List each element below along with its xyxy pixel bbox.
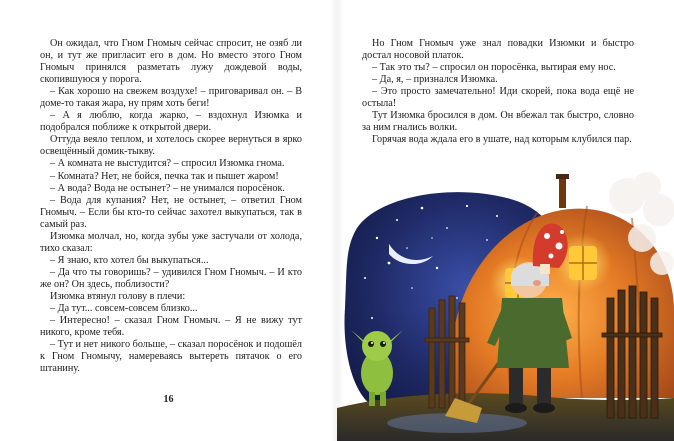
- paragraph: – Я знаю, кто хотел бы выкупаться...: [50, 254, 209, 266]
- page-number: 16: [163, 394, 174, 405]
- paragraph: – Это просто замечательно! Иди скорей, пока вода ещё не остыла!: [362, 86, 634, 110]
- paragraph: Тут Изюмка бросился в дом. Он вбежал так быстро, словно за ним гнались волки.: [362, 110, 634, 134]
- paragraph: – Вода для купания? Нет, не остынет, – ответил Гном Гномыч. – Если бы кто-то сейчас захотел выкупаться, так в самый раз.: [40, 194, 302, 230]
- paragraph: – А вода? Вода не остынет? – не унимался поросёнок.: [50, 182, 285, 194]
- paragraph: – А комната не выстудится? – спросил Изюмка гнома.: [50, 158, 285, 170]
- paragraph: Изюмка молчал, но, когда зубы уже застучали от холода, тихо сказал:: [40, 230, 302, 254]
- paragraph: Но Гном Гномыч уже знал повадки Изюмки и быстро достал носовой платок.: [362, 38, 634, 62]
- paragraph: – Да что ты говоришь? – удивился Гном Гномыч. – И кто же он? Он здесь, поблизости?: [40, 266, 302, 290]
- paragraph: – Да, я, – признался Изюмка.: [372, 74, 498, 86]
- paragraph: – Так это ты? – спросил он поросёнка, вытирая ему нос.: [372, 62, 616, 74]
- illustration-pumpkin-house: [337, 168, 674, 441]
- paragraph: – Интересно! – сказал Гном Гномыч. – Я не вижу тут никого, кроме тебя.: [40, 315, 302, 339]
- left-page-text: [40, 38, 302, 375]
- paragraph: Он ожидал, что Гном Гномыч сейчас спросит, не озяб ли он, и тут же пригласит его в дом. Но вместо этого Гном Гномыч принялся разметать лужу дождевой воды, скопившуюся у порога.: [40, 38, 302, 86]
- paragraph: – Комната? Нет, не бойся, печка так и пышет жаром!: [50, 170, 279, 182]
- paragraph: – Как хорошо на свежем воздухе! – приговаривал он. – В доме-то такая жара, ну прям хоть беги!: [40, 86, 302, 110]
- paragraph: Горячая вода ждала его в ушате, над которым клубился пар.: [372, 134, 632, 146]
- paragraph: – А я люблю, когда жарко, – вздохнул Изюмка и подобрался поближе к открытой двери.: [40, 110, 302, 134]
- fence-right: [602, 286, 662, 418]
- chimney: [559, 176, 566, 208]
- paragraph: Оттуда веяло теплом, и хотелось скорее вернуться в ярко освещённый домик-тыкву.: [40, 134, 302, 158]
- right-page-text: [362, 38, 634, 146]
- book-gutter: [330, 0, 344, 441]
- paragraph: Изюмка втянул голову в плечи:: [50, 290, 186, 302]
- right-page: [337, 0, 674, 441]
- paragraph: – Тут и нет никого больше, – сказал поросёнок и подошёл к Гном Гномычу, намереваясь вытереть пятачок о его штанину.: [40, 339, 302, 375]
- paragraph: – Да тут... совсем-совсем близко...: [50, 303, 198, 315]
